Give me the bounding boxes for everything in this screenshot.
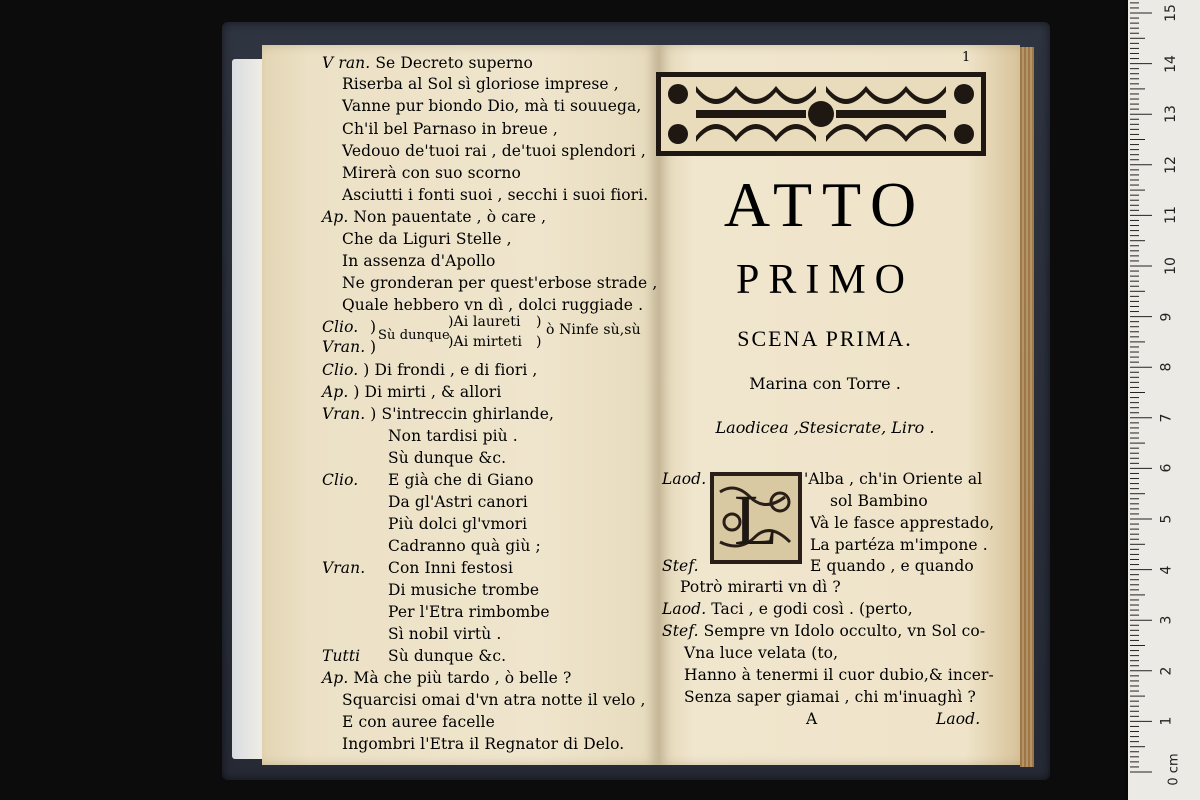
verse-line: Sù dunque &c.: [388, 449, 507, 467]
drop-cap-letter: L: [734, 480, 778, 560]
verse-line: Vanne pur biondo Dio, mà ti souuega,: [342, 97, 642, 115]
ruler-number: 8: [1158, 362, 1175, 372]
verse-line: Và le fasce apprestado,: [810, 514, 995, 532]
verse-line: Ap. Mà che più tardo , ò belle ?: [322, 669, 572, 687]
scene-heading: SCENA PRIMA.: [737, 326, 913, 351]
decorative-headpiece-ornament: [656, 72, 986, 156]
act-heading: ATTO: [723, 169, 927, 240]
verse-line: Stef. Sempre vn Idolo occulto, vn Sol co-: [662, 622, 986, 640]
verse-line: Riserba al Sol sì gloriose imprese ,: [342, 75, 619, 93]
speaker-label: Vran.: [322, 559, 366, 577]
verse-line: Sì nobil virtù .: [388, 625, 502, 643]
speaker-label: Vran.: [322, 338, 366, 356]
verse-line: E quando , e quando: [810, 557, 974, 575]
verse-line: Ne gronderan per quest'erbose strade ,: [342, 274, 658, 292]
scene-setting: Marina con Torre .: [749, 374, 901, 393]
ruler-number: 2: [1158, 666, 1175, 676]
ruler-number: 14: [1162, 54, 1179, 73]
ruler-number: 12: [1162, 155, 1179, 174]
bracket: ): [370, 318, 377, 336]
speaker-label: Laod.: [662, 470, 707, 488]
chorus-ai-laureti: )Ai laureti: [448, 314, 521, 330]
ruler-number: 10: [1162, 257, 1179, 275]
verse-line: Quale hebbero vn dì , dolci ruggiade .: [342, 296, 644, 314]
verse-line: Sù dunque &c.: [388, 647, 507, 665]
verse-line: Ingombri l'Etra il Regnator di Delo.: [342, 735, 625, 753]
verse-line: Laod. Taci , e godi così . (perto,: [662, 600, 913, 618]
speaker-label: Stef.: [662, 557, 699, 575]
verse-line: Clio. ) Di frondi , e di fiori ,: [322, 361, 538, 379]
bracket: ): [536, 314, 542, 330]
chorus-su-dunque: Sù dunque: [378, 328, 450, 343]
ruler-number: 4: [1158, 565, 1175, 575]
verse-line: E già che di Giano: [388, 471, 534, 489]
verse-line: Ap. ) Di mirti , & allori: [322, 383, 502, 401]
ruler-number: 13: [1162, 105, 1179, 124]
catchword: Laod.: [936, 710, 981, 728]
act-number-heading: PRIMO: [735, 257, 915, 303]
verse-line: Senza saper giamai , chi m'inuaghì ?: [684, 688, 976, 706]
speaker-label: Clio.: [322, 471, 359, 489]
verse-line: Ch'il bel Parnaso in breue ,: [342, 120, 558, 138]
verse-line: Da gl'Astri canori: [388, 493, 528, 511]
decorated-initial-l: [710, 472, 802, 564]
verse-line: Hanno à tenermi il cuor dubio,& incer-: [684, 666, 994, 684]
verse-line: Che da Liguri Stelle ,: [342, 230, 512, 248]
verse-line: sol Bambino: [830, 492, 928, 510]
ruler-number: 11: [1162, 206, 1179, 225]
verse-line: Ap. Non pauentate , ò care ,: [322, 208, 547, 226]
bracket: ): [370, 338, 377, 356]
ruler-number: 7: [1158, 413, 1175, 423]
verse-line: Con Inni festosi: [388, 559, 514, 577]
verse-line: Per l'Etra rimbombe: [388, 603, 550, 621]
verse-line: Più dolci gl'vmori: [388, 515, 528, 533]
verse-line: E con auree facelle: [342, 713, 495, 731]
ruler-unit-label: 0 cm: [1166, 753, 1182, 786]
verse-line: Vna luce velata (to,: [684, 644, 839, 662]
signature-mark: A: [806, 710, 818, 728]
verse-line: Vedouo de'tuoi rai , de'tuoi splendori ,: [342, 142, 646, 160]
page-number: 1: [962, 50, 971, 65]
verse-line: Mirerà con suo scorno: [342, 164, 521, 182]
ruler-number: 9: [1158, 312, 1175, 322]
verse-line: 'Alba , ch'in Oriente al: [804, 470, 983, 488]
verse-line: In assenza d'Apollo: [342, 252, 496, 270]
chorus-ninfe: ò Ninfe sù,sù: [546, 322, 641, 338]
ruler-number: 1: [1158, 716, 1175, 726]
verse-line: Vran. ) S'intreccin ghirlande,: [322, 405, 555, 423]
verse-line: Cadranno quà giù ;: [388, 537, 541, 555]
bracket: ): [536, 334, 542, 350]
verse-line: Non tardisi più .: [388, 427, 518, 445]
verse-line: Di musiche trombe: [388, 581, 540, 599]
speaker-label: Tutti: [322, 647, 361, 665]
page-fore-edge: [1020, 47, 1034, 767]
speaker-label: Clio.: [322, 318, 359, 336]
verse-line: Squarcisi omai d'vn atra notte il velo ,: [342, 691, 646, 709]
ruler-number: 6: [1158, 463, 1175, 473]
verse-line: La partéza m'impone .: [810, 536, 988, 554]
verse-line: V ran. Se Decreto superno: [322, 54, 533, 72]
ruler-number: 15: [1162, 4, 1179, 22]
character-list: Laodicea ,Stesicrate, Liro .: [715, 418, 935, 437]
ruler-number: 5: [1158, 514, 1175, 524]
verse-line: Asciutti i fonti suoi , secchi i suoi fiori.: [342, 186, 649, 204]
verse-line: Potrò mirarti vn dì ?: [680, 578, 841, 596]
chorus-ai-mirteti: )Ai mirteti: [448, 334, 523, 350]
ruler-number: 3: [1158, 615, 1175, 625]
